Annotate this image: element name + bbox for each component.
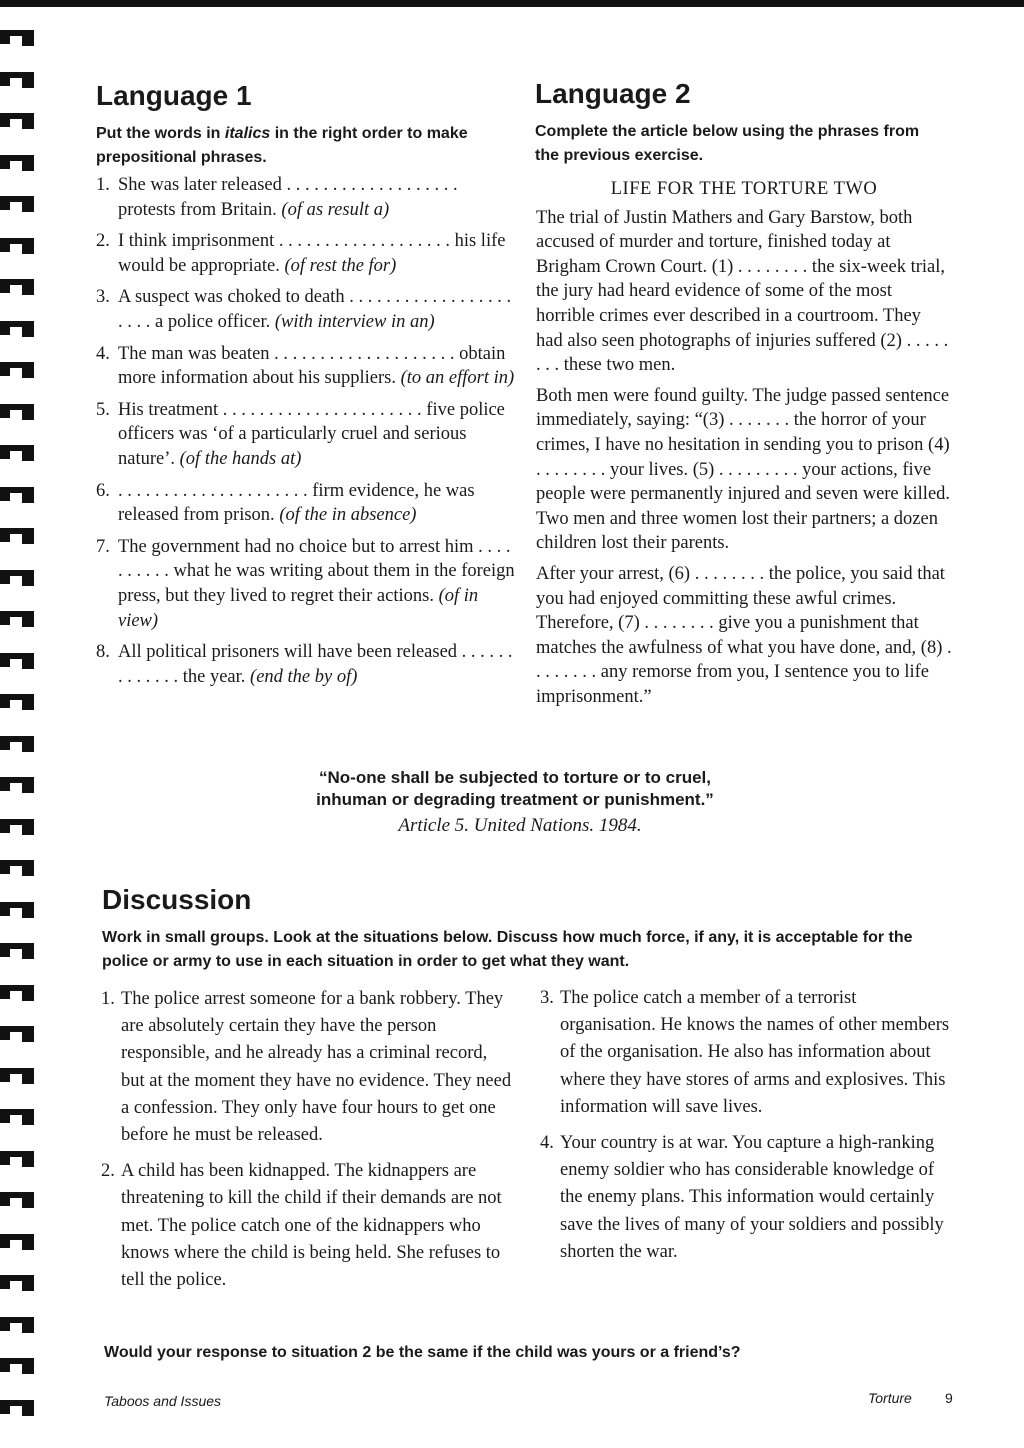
exercise-item [96,479,516,528]
situation-number: 3. [540,988,554,1008]
exercise-number: 4. [96,343,110,364]
exercise-text: All political prisoners will have been released . . . . . . . . . . . . . the year. [118,642,513,687]
situation-item [540,985,955,1121]
exercise-item [96,229,516,278]
exercise-hint: (of the in absence) [279,505,417,526]
language2-article [536,177,952,715]
binding-ring [0,611,38,627]
binding-ring [0,1068,38,1084]
exercise-number: 6. [96,480,110,501]
situation-text: Your country is at war. You capture a high-ranking enemy soldier who has considerable knowledge of the enemy plans. This information would certainly save the lives of many of your soldiers and possibly shorten the war. [560,1133,944,1262]
exercise-text: A suspect was choked to death . . . . . . . . . . . . . . . . . . . . . . a police officer. [118,287,512,332]
binding-ring [0,238,38,254]
binding-ring [0,487,38,503]
binding-ring [0,72,38,88]
quote-source: Article 5. United Nations. 1984. [398,815,642,836]
spiral-binding [0,30,40,1430]
binding-ring [0,860,38,876]
followup-question: Would your response to situation 2 be the same if the child was yours or a friend’s? [104,1344,741,1361]
language1-instruction [96,122,521,170]
language1-heading: Language 1 [96,80,252,111]
exercise-text: She was later released . . . . . . . . . . . . . . . . . . . protests from Britain. [118,175,458,220]
situation-text: The police arrest someone for a bank robbery. They are absolutely certain they have the person responsible, and he already has a criminal record, but at the moment they have no evidence. They need a confession. They only have four hours to get one before he must be released. [121,989,512,1146]
binding-ring [0,570,38,586]
exercise-text: The government had no choice but to arrest him . . . . . . . . . . what he was writing about them in the foreign press, but they lived to regret their actions. [118,536,515,606]
article-paragraph: Both men were found guilty. The judge passed sentence immediately, saying: “(3) . . . . . . . the horror of your crimes, I have no hesitation in sending you to prison (4) . . . . . . . . your lives. (5) . . . . . . . . . your actions, five people were permanently injured and seven were killed. Two men and three women lost their partners; a dozen children lost their parents. [536,385,951,554]
exercise-item [96,398,516,472]
binding-ring [0,1234,38,1250]
situation-text: A child has been kidnapped. The kidnappers are threatening to kill the child if their demands are not met. The police catch one of the kidnappers who knows where the child is being held. She refuses to tell the police. [121,1161,502,1291]
situation-item [101,986,513,1149]
instruction-text: Put the words in [96,125,225,142]
situation-number: 4. [540,1133,554,1154]
exercise-item [96,173,516,222]
binding-ring [0,1151,38,1167]
binding-ring [0,362,38,378]
binding-ring [0,196,38,212]
binding-ring [0,1317,38,1333]
exercise-item [96,285,516,334]
binding-ring [0,1109,38,1125]
exercise-number: 5. [96,399,110,420]
exercise-hint: (of rest the for) [284,255,397,276]
binding-ring [0,777,38,793]
exercise-number: 7. [96,536,110,557]
article-paragraph: The trial of Justin Mathers and Gary Barstow, both accused of murder and torture, finished today at Brigham Crown Court. (1) . . . . . . . . the six-week trial, the jury had heard evidence of some of the most horrible crimes ever described in a courtroom. They had also seen photographs of injuries suffered (2) . . . . . . . . these two men. [536,207,949,376]
exercise-number: 8. [96,642,110,663]
situation-item [101,1158,513,1294]
binding-ring [0,155,38,171]
discussion-instruction: Work in small groups. Look at the situations below. Discuss how much force, if any, it is acceptable for the police or army to use in each situation in order to get what they want. [102,929,913,970]
discussion-left-column [101,986,513,1303]
binding-ring [0,1358,38,1374]
exercise-hint: (of as result a) [281,199,390,220]
exercise-hint: (end the by of) [250,666,358,687]
footer-unit: Torture [868,1390,912,1406]
binding-ring [0,528,38,544]
situation-number: 1. [101,989,115,1009]
binding-ring [0,819,38,835]
top-edge [0,0,1024,7]
language2-instruction: Complete the article below using the phrases from the previous exercise. [535,123,920,164]
binding-ring [0,653,38,669]
situation-item [540,1130,955,1266]
exercise-text: His treatment . . . . . . . . . . . . . . . . . . . . . . five police officers was ‘of a particularly cruel and serious nature’. [118,399,505,469]
exercise-text: . . . . . . . . . . . . . . . . . . . . . firm evidence, he was released from prison. [118,480,475,526]
exercise-hint: (of in view) [118,585,479,631]
exercise-number: 2. [96,231,110,252]
binding-ring [0,1275,38,1291]
article-title: LIFE FOR THE TORTURE TWO [610,179,878,199]
footer-page-number: 9 [945,1390,953,1406]
binding-ring [0,943,38,959]
exercise-item [96,342,516,391]
instruction-italic: italics [224,125,271,142]
instruction-text: in the right order to make prepositional phrases. [96,125,468,166]
binding-ring [0,902,38,918]
binding-ring [0,1400,38,1416]
binding-ring [0,985,38,1001]
binding-ring [0,30,38,46]
binding-ring [0,445,38,461]
exercise-item [96,640,516,689]
footer-book-title: Taboos and Issues [104,1393,222,1409]
situation-number: 2. [101,1161,115,1182]
exercise-hint: (to an effort in) [400,368,515,389]
exercise-text: I think imprisonment . . . . . . . . . . . . . . . . . . . his life would be appropriate. [118,231,506,276]
discussion-heading: Discussion [102,884,252,915]
language2-heading: Language 2 [535,78,691,109]
binding-ring [0,694,38,710]
binding-ring [0,404,38,420]
binding-ring [0,321,38,337]
exercise-item [96,535,516,633]
quote-text: “No-one shall be subjected to torture or to cruel, inhuman or degrading treatment or punishment.” [316,768,714,809]
exercise-number: 1. [96,175,110,195]
binding-ring [0,736,38,752]
situation-text: The police catch a member of a terrorist organisation. He knows the names of other members of the organisation. He also has information about where they have stores of arms and explosives. This information will save lives. [560,988,950,1117]
exercise-hint: (with interview in an) [274,311,435,332]
discussion-right-column [540,985,955,1275]
exercise-hint: (of the hands at) [179,448,302,469]
binding-ring [0,1192,38,1208]
language1-exercise-list [96,173,516,696]
exercise-text: The man was beaten . . . . . . . . . . . . . . . . . . . . obtain more information about his suppliers. [118,343,506,389]
binding-ring [0,1026,38,1042]
binding-ring [0,113,38,129]
article-paragraph: After your arrest, (6) . . . . . . . . the police, you said that you had enjoyed committing these awful crimes. Therefore, (7) . . . . . . . . give you a punishment that matches the awfulness of what you have done, and, (8) . . . . . . . . any remorse from you, I sentence you to life imprisonment.” [536,563,952,707]
binding-ring [0,279,38,295]
exercise-number: 3. [96,287,110,308]
